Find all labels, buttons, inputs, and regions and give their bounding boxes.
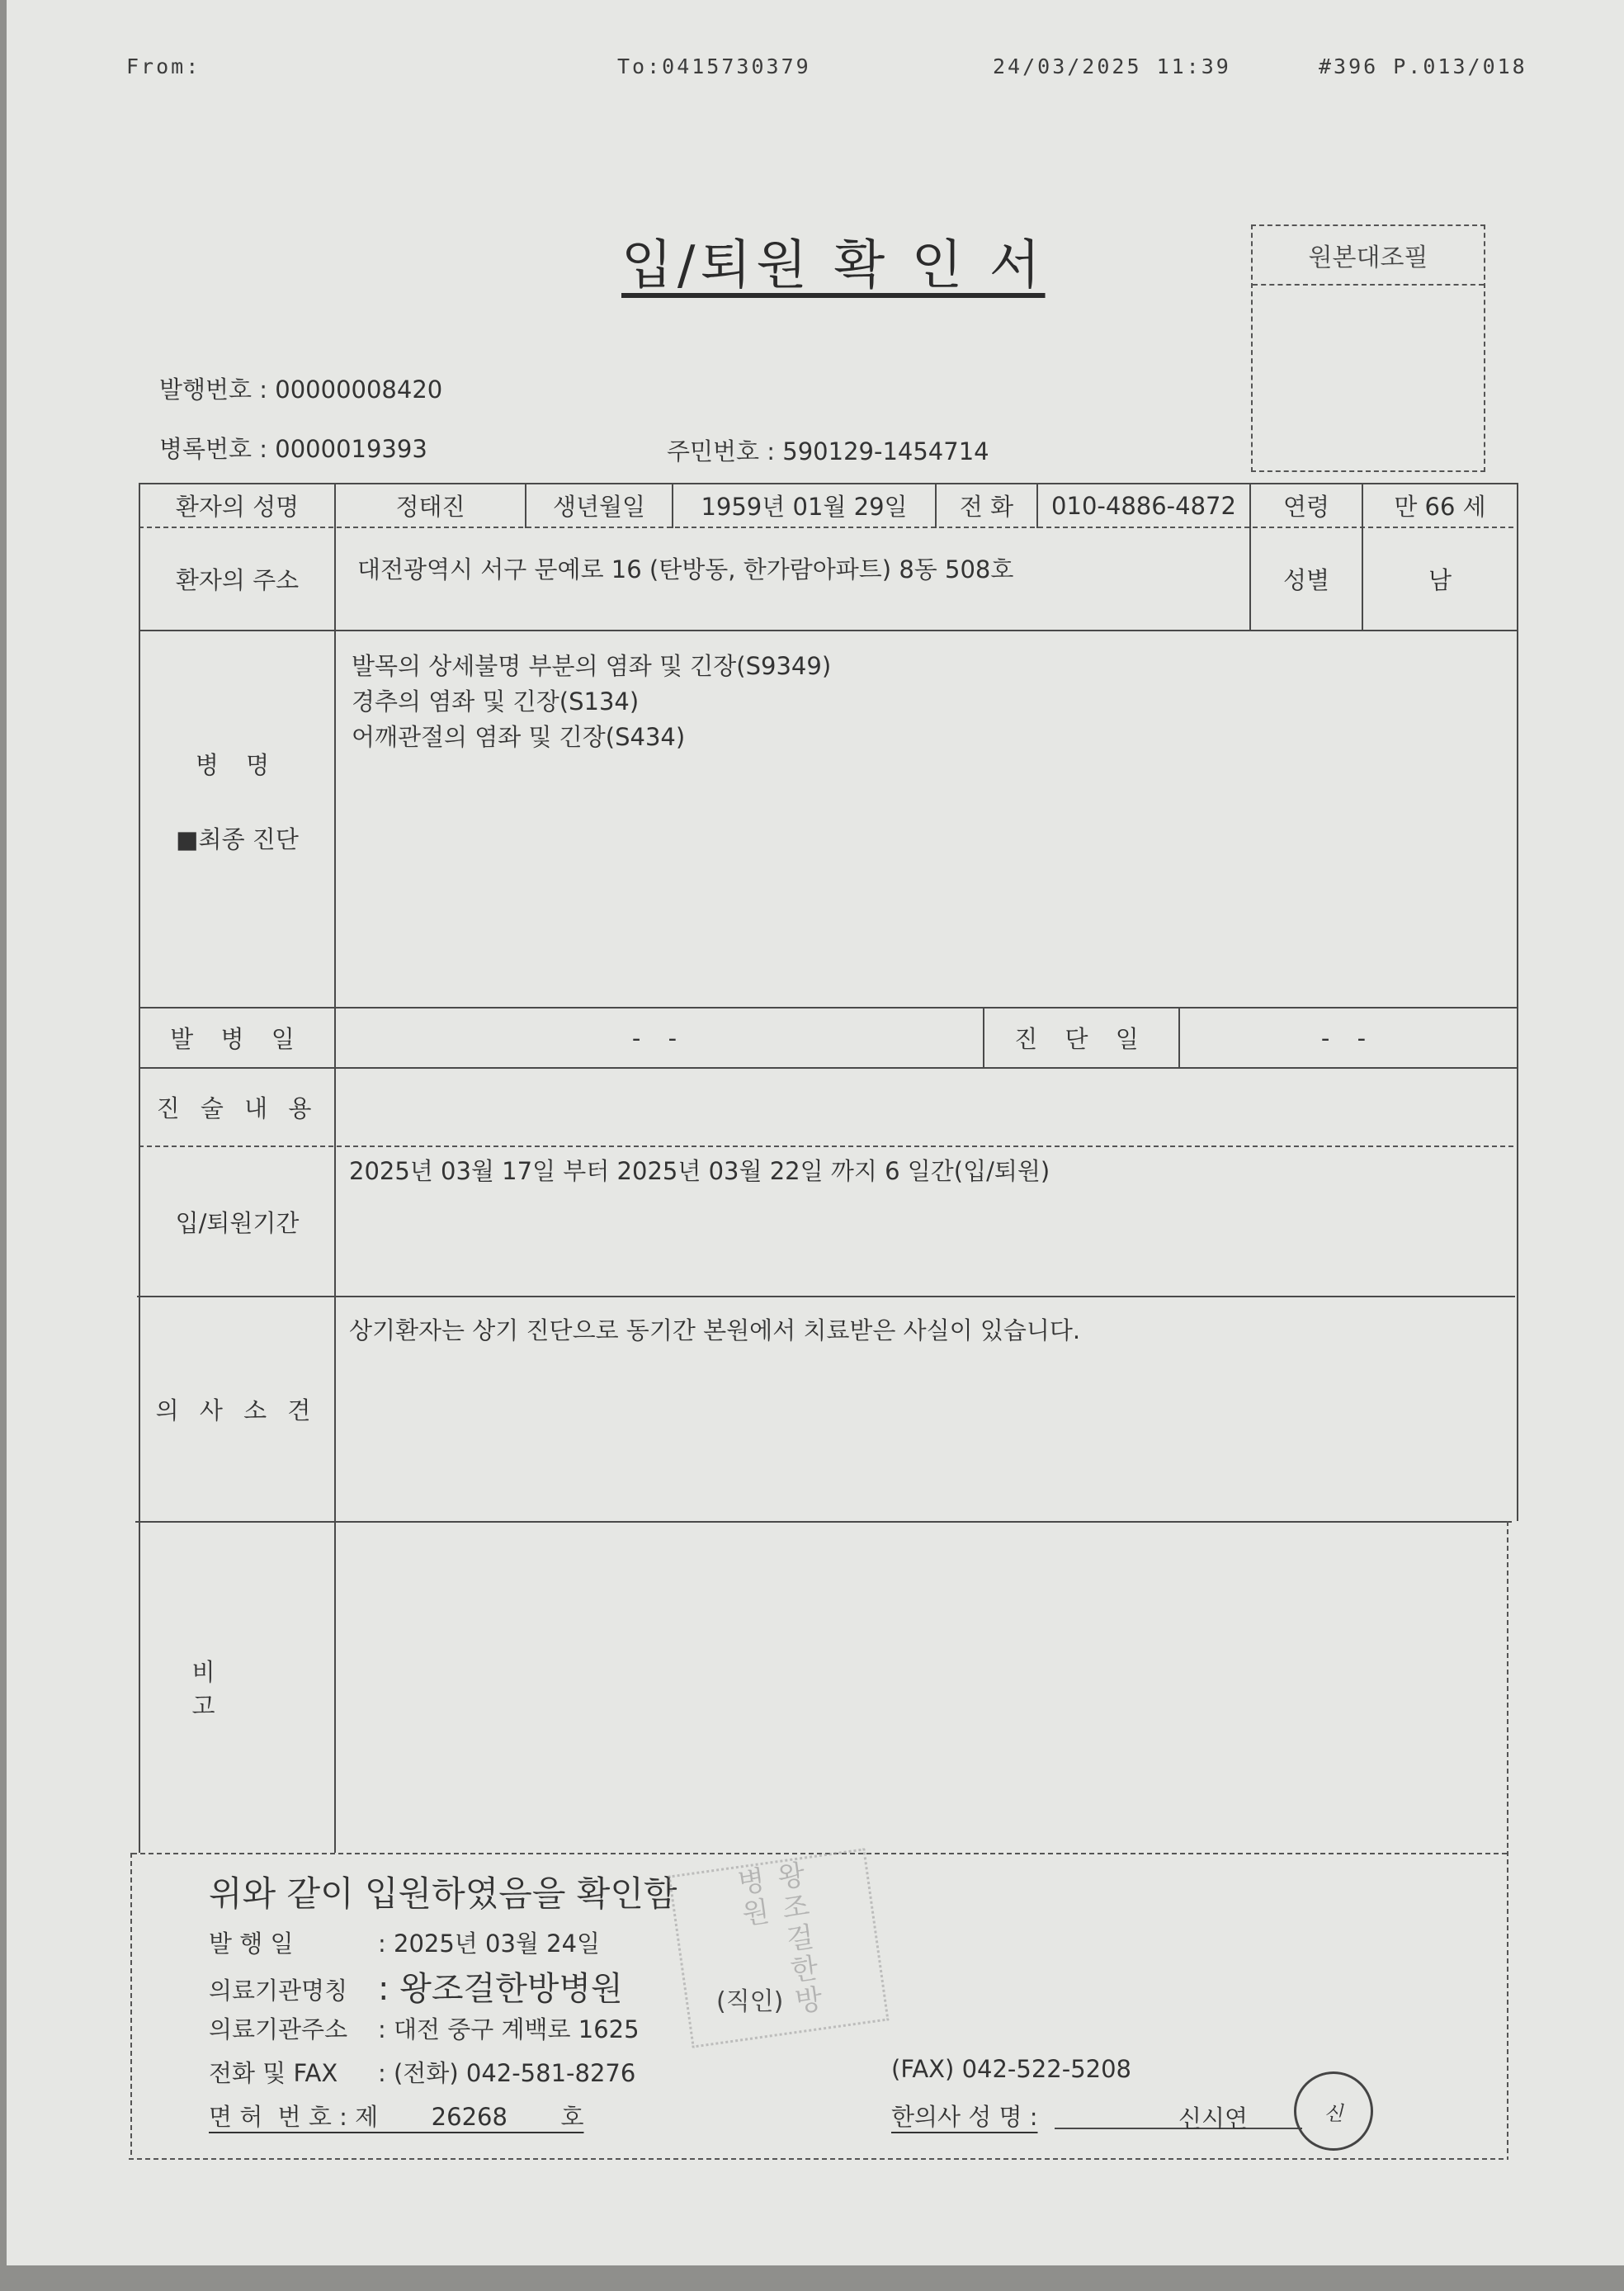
- diagnosis-line: 경추의 염좌 및 긴장(S134): [352, 687, 640, 716]
- institution-address-label: 의료기관주소: [209, 2015, 348, 2043]
- institution-phone: : (전화) 042-581-8276: [378, 2059, 636, 2087]
- patient-name-label: 환자의 성명: [175, 493, 300, 521]
- final-diagnosis-label: ■최종 진단: [176, 824, 299, 853]
- admission-period-value: 2025년 03월 17일 부터 2025년 03월 22일 까지 6 일간(입/퇴원): [349, 1157, 1050, 1185]
- doctor-opinion-value: 상기환자는 상기 진단으로 동기간 본원에서 치료받은 사실이 있습니다.: [349, 1316, 1081, 1344]
- fax-to: To:0415730379: [617, 54, 811, 78]
- phone-number: 010-4886-4872: [1051, 491, 1236, 520]
- diagnosis-label: 병 명: [195, 750, 280, 779]
- table-border: [129, 2158, 1505, 2160]
- table-divider: [139, 630, 1518, 631]
- resident-number: 주민번호 : 590129-1454714: [667, 437, 989, 465]
- document-title: 입/퇴원 확 인 서: [621, 235, 1046, 296]
- fax-datetime: 24/03/2025 11:39: [993, 54, 1231, 78]
- birth-date: 1959년 01월 29일: [701, 493, 908, 521]
- patient-name: 정태진: [395, 493, 465, 521]
- institution-address: : 대전 중구 계백로 1625: [378, 2015, 640, 2043]
- issue-date: : 2025년 03월 24일: [378, 1930, 601, 1958]
- doctor-name: 신시연: [1178, 2104, 1249, 2133]
- statement-label: 진 술 내 용: [156, 1094, 319, 1122]
- issue-date-label: 발 행 일: [209, 1930, 294, 1958]
- fax-from: From:: [126, 54, 201, 78]
- table-divider: [334, 483, 336, 1853]
- institution-label: 의료기관명칭: [209, 1977, 348, 2005]
- onset-value: - -: [631, 1023, 687, 1052]
- patient-address: 대전광역시 서구 문예로 16 (탄방동, 한가람아파트) 8동 508호: [357, 555, 1014, 583]
- issue-number: 발행번호 : 00000008420: [159, 376, 443, 404]
- table-border: [1507, 1521, 1508, 2160]
- original-verified-label: 원본대조필: [1253, 226, 1484, 286]
- doctor-signature-seal: 신: [1294, 2071, 1373, 2151]
- doctor-opinion-label: 의 사 소 견: [155, 1396, 318, 1424]
- diagnosis-line: 발목의 상세불명 부분의 염좌 및 긴장(S9349): [352, 652, 832, 680]
- document-page: [7, 0, 1624, 2265]
- table-divider: [139, 1146, 1517, 1147]
- original-verified-box: [1251, 224, 1485, 472]
- age-label: 연령: [1282, 493, 1330, 521]
- sex-value: 남: [1428, 566, 1452, 594]
- license-number: 면 허 번 호 : 제 26268 호: [209, 2103, 584, 2131]
- institution-name: : 왕조걸한방병원: [378, 1970, 623, 2008]
- record-number: 병록번호 : 0000019393: [159, 435, 427, 463]
- phone-fax-label: 전화 및 FAX: [209, 2059, 338, 2087]
- table-divider: [137, 1296, 1515, 1297]
- institution-fax: (FAX) 042-522-5208: [891, 2055, 1132, 2083]
- address-label: 환자의 주소: [175, 566, 300, 594]
- remarks-label: 비 고: [191, 1658, 281, 1720]
- diagnosis-date-value: - -: [1320, 1023, 1376, 1052]
- table-divider: [139, 1067, 1517, 1069]
- hospital-seal: 왕조걸한방병원: [668, 1848, 889, 2048]
- phone-label: 전 화: [959, 493, 1014, 521]
- admission-period-label: 입/퇴원기간: [175, 1208, 300, 1237]
- official-seal-note: (직인): [716, 1987, 784, 2016]
- table-divider: [135, 1521, 1512, 1523]
- diagnosis-date-label: 진 단 일: [1014, 1025, 1149, 1053]
- doctor-name-label: 한의사 성 명 :: [891, 2103, 1038, 2131]
- table-border: [130, 1853, 132, 2160]
- onset-label: 발 병 일: [170, 1025, 304, 1053]
- confirmation-statement: 위와 같이 입원하였음을 확인함: [209, 1873, 677, 1914]
- diagnosis-line: 어깨관절의 염좌 및 긴장(S434): [352, 723, 686, 751]
- birth-date-label: 생년월일: [552, 493, 646, 521]
- age-value: 만 66 세: [1394, 493, 1486, 521]
- fax-page: #396 P.013/018: [1319, 54, 1527, 78]
- table-border: [1517, 483, 1518, 1521]
- sex-label: 성별: [1282, 566, 1330, 594]
